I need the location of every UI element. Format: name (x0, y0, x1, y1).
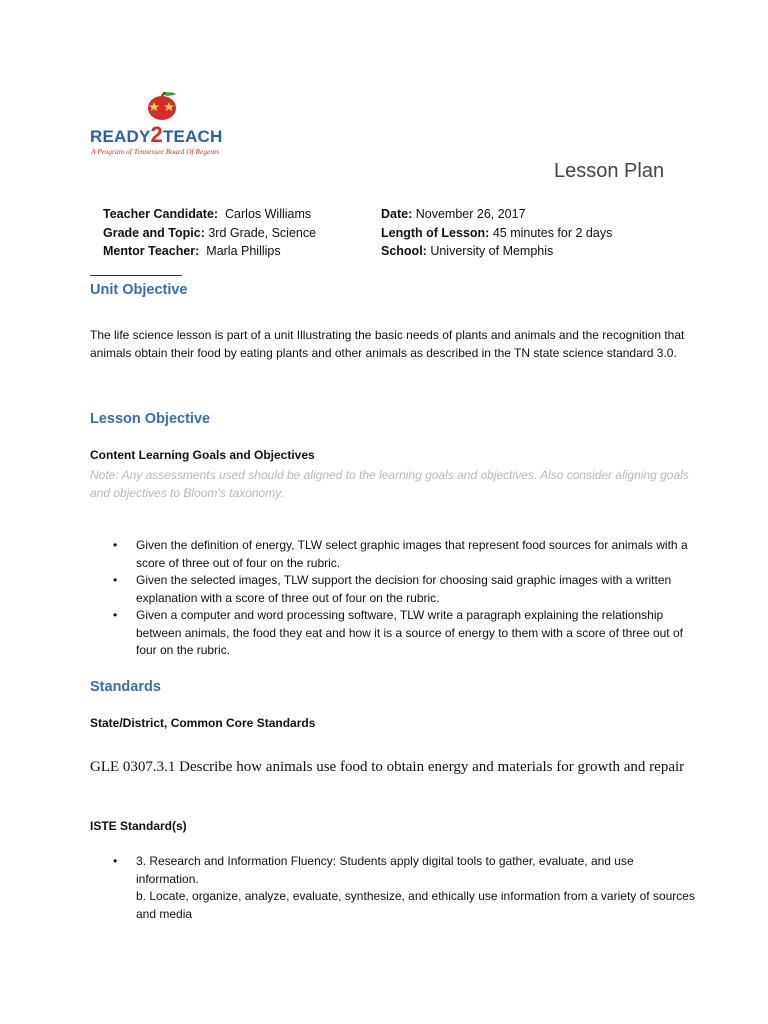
teacher-candidate-row: Teacher Candidate: Carlos Williams (103, 207, 312, 221)
meta-right (381, 205, 612, 261)
logo-wordmark: READY2TEACH (90, 122, 223, 147)
grade-topic-row: Grade and Topic: 3rd Grade, Science (103, 225, 317, 240)
school-row: School: University of Memphis (381, 244, 554, 258)
mentor-teacher-row: Mentor Teacher: Marla Phillips (103, 244, 281, 258)
gle-standard-text: GLE 0307.3.1 Describe how animals use food to obtain energy and materials for growth and repair (90, 759, 685, 775)
divider (90, 275, 182, 276)
list-item: • 3. Research and Information Fluency: Students apply digital tools to gather, evaluate, and use information. b. Locate, organize, analyze, evaluate, synthesize, and ethically use information from a variety of sources and media (113, 854, 695, 921)
list-item: • Given the definition of energy, TLW select graphic images that represent food sources for animals with a score of three out of four on the rubric. (113, 538, 688, 570)
list-item: • Given a computer and word processing software, TLW write a paragraph explaining the relationship between animals, the food they eat and how it is a source of energy to them with a score of three out of four on the rubric. (113, 608, 683, 657)
meta-left (103, 205, 316, 261)
content-goals-subheading: Content Learning Goals and Objectives (90, 448, 315, 462)
iste-list (0, 853, 696, 923)
document-title: Lesson Plan (554, 160, 665, 182)
logo-tagline: A Program of Tennessee Board Of Regents (91, 147, 220, 156)
bloom-note: Note: Any assessments used should be aligned to the learning goals and objectives. Also consider aligning goals and objectives to Bloom’s taxonomy. (90, 468, 689, 500)
unit-objective-heading: Unit Objective (90, 282, 188, 298)
list-item: • Given the selected images, TLW support the decision for choosing said graphic images with a written explanation with a score of three out of four on the rubric. (113, 573, 672, 605)
iste-subheading: ISTE Standard(s) (90, 819, 187, 833)
unit-objective-text: The life science lesson is part of a unit Illustrating the basic needs of plants and animals and the recognition that animals obtain their food by eating plants and other animals as described in the TN state science standard 3.0. (90, 328, 685, 360)
objectives-list (0, 537, 696, 660)
standards-heading: Standards (90, 679, 161, 695)
date-row: Date: November 26, 2017 (381, 207, 526, 221)
state-standards-subheading: State/District, Common Core Standards (90, 716, 316, 730)
ready2teach-logo (90, 92, 240, 162)
length-row: Length of Lesson: 45 minutes for 2 days (381, 225, 613, 240)
lesson-objective-heading: Lesson Objective (90, 411, 211, 427)
